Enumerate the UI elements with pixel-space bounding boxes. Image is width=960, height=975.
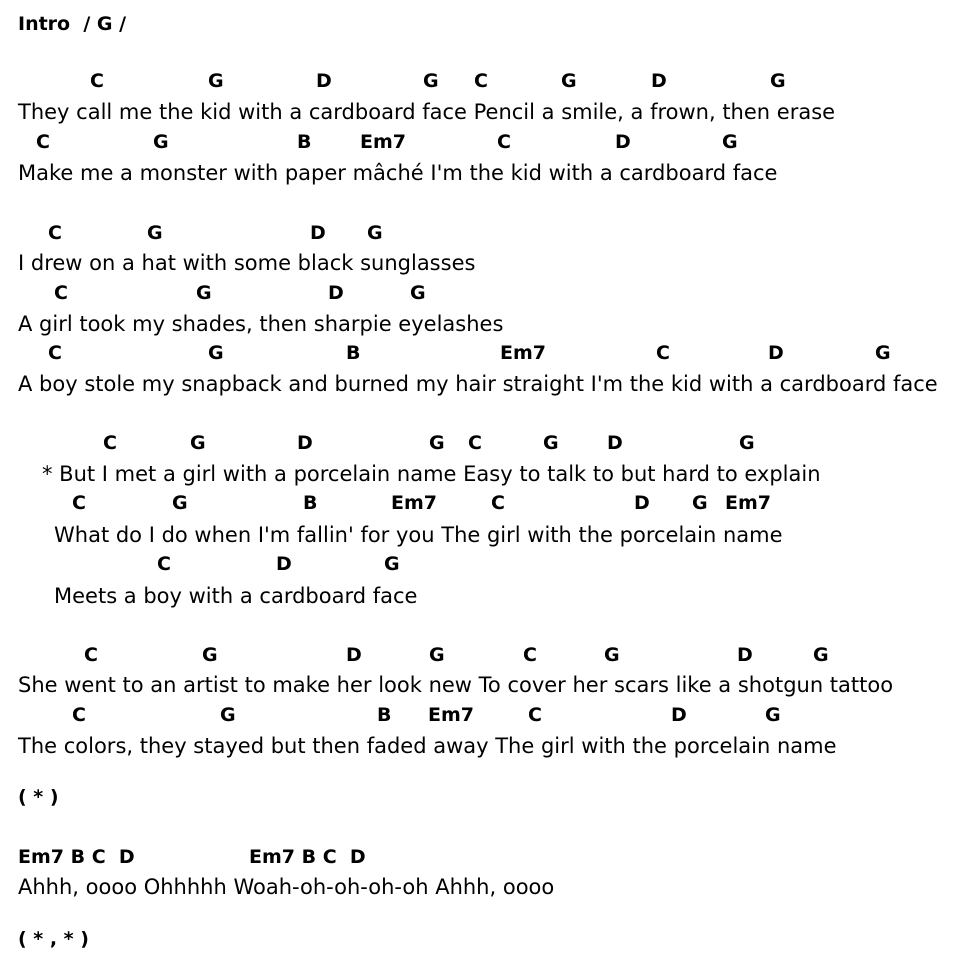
chord: G <box>429 432 445 454</box>
chord: G <box>429 644 445 666</box>
chord: G <box>202 644 218 666</box>
chord: G <box>147 222 163 244</box>
bridge-lyric: Ahhh, oooo Ohhhhh Woah-oh-oh-oh-oh Ahhh, oooo <box>18 875 555 899</box>
chord: G <box>739 432 755 454</box>
verse-2-lyric-1: I drew on a hat with some black sunglasses <box>18 251 476 275</box>
chord: D <box>737 644 753 666</box>
verse-1-lyric-2: Make me a monster with paper mâché I'm the kid with a cardboard face <box>18 161 778 185</box>
chord: G <box>813 644 829 666</box>
chord: G <box>367 222 383 244</box>
chord: B <box>297 131 312 153</box>
chord: D <box>671 704 687 726</box>
chord: C <box>90 70 104 92</box>
chord: D <box>607 432 623 454</box>
chord: D <box>310 222 326 244</box>
chord: D <box>615 131 631 153</box>
chord: G <box>543 432 559 454</box>
chorus-lyric-2: What do I do when I'm fallin' for you The girl with the porcelain name <box>54 523 783 547</box>
verse-2-lyric-2: A girl took my shades, then sharpie eyelashes <box>18 312 504 336</box>
chord: D <box>634 492 650 514</box>
chord: D <box>346 644 362 666</box>
chord: C <box>528 704 542 726</box>
chord: D <box>328 282 344 304</box>
verse-3-lyric-1: She went to an artist to make her look new To cover her scars like a shotgun tattoo <box>18 673 894 697</box>
verse-2-lyric-3: A boy stole my snapback and burned my hair straight I'm the kid with a cardboard face <box>18 372 938 396</box>
chord: C <box>491 492 505 514</box>
chord: C <box>54 282 68 304</box>
chord: G <box>172 492 188 514</box>
chord: Em7 <box>360 131 406 153</box>
chord: C <box>84 644 98 666</box>
chord: C <box>157 553 171 575</box>
chord: C <box>656 342 670 364</box>
chord: B <box>377 704 392 726</box>
intro-label: Intro / G / <box>18 13 127 35</box>
chord: C <box>48 222 62 244</box>
chord: Em7 <box>391 492 437 514</box>
chord: G <box>153 131 169 153</box>
chord: G <box>384 553 400 575</box>
chord: G <box>196 282 212 304</box>
chord: G <box>220 704 236 726</box>
chord: D <box>651 70 667 92</box>
chord: G <box>765 704 781 726</box>
chord: D <box>276 553 292 575</box>
chord: G <box>722 131 738 153</box>
verse-3-lyric-2: The colors, they stayed but then faded away The girl with the porcelain name <box>18 734 837 758</box>
chord: Em7 <box>428 704 474 726</box>
chord: Em7 <box>500 342 546 364</box>
chord: C <box>72 492 86 514</box>
chord: C <box>48 342 62 364</box>
chord: C <box>103 432 117 454</box>
chord: G <box>208 70 224 92</box>
chord: G <box>692 492 708 514</box>
bridge-chords-1: Em7 B C D <box>18 846 135 868</box>
chord: G <box>770 70 786 92</box>
chord: D <box>768 342 784 364</box>
chord: G <box>208 342 224 364</box>
chord: G <box>875 342 891 364</box>
chord: Em7 <box>725 492 771 514</box>
chord: G <box>561 70 577 92</box>
chord: G <box>190 432 206 454</box>
chord: G <box>604 644 620 666</box>
chorus-repeat-marker: ( * ) <box>18 786 59 808</box>
chord: D <box>316 70 332 92</box>
chord: C <box>468 432 482 454</box>
chord: C <box>36 131 50 153</box>
chorus-lyric-1: * But I met a girl with a porcelain name Easy to talk to but hard to explain <box>42 462 821 486</box>
chord: G <box>423 70 439 92</box>
chord: C <box>72 704 86 726</box>
chord: C <box>497 131 511 153</box>
final-chorus-marker: ( * , * ) <box>18 928 89 950</box>
chord: B <box>303 492 318 514</box>
chord: C <box>523 644 537 666</box>
chord: B <box>346 342 361 364</box>
chord: G <box>410 282 426 304</box>
chorus-lyric-3: Meets a boy with a cardboard face <box>54 584 418 608</box>
verse-1-lyric-1: They call me the kid with a cardboard face Pencil a smile, a frown, then erase <box>18 100 836 124</box>
chord: D <box>297 432 313 454</box>
bridge-chords-2: Em7 B C D <box>249 846 366 868</box>
chord: C <box>474 70 488 92</box>
